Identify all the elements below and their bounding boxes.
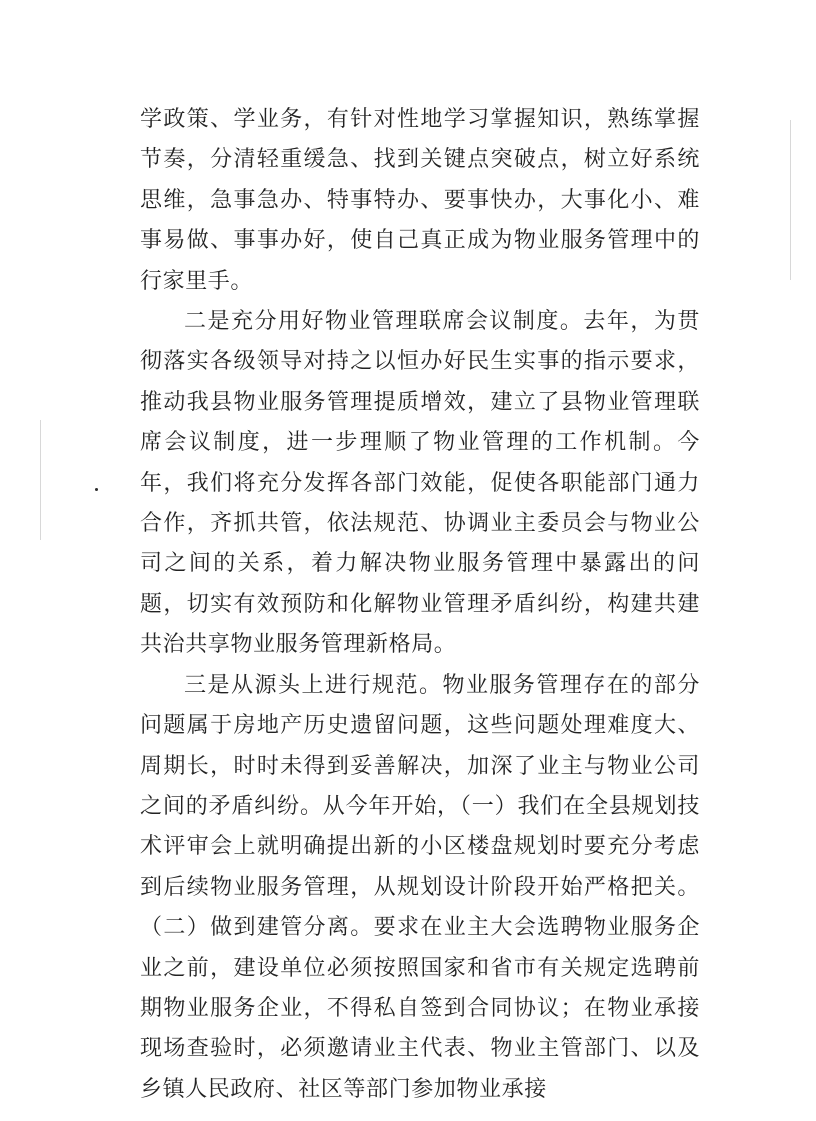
scan-edge-line (790, 120, 791, 280)
scan-edge-line (40, 420, 41, 540)
document-body (140, 100, 700, 1110)
paragraph-point-two: 二是充分用好物业管理联席会议制度。去年，为贯彻落实各级领导对持之以恒办好民生实事的指示要求，推动我县物业服务管理提质增效，建立了县物业管理联席会议制度，进一步理顺了物业管理的工作机制。今年，我们将充分发挥各部门效能，促使各职能部门通力合作，齐抓共管，依法规范、协调业主委员会与物业公司之间的关系，着力解决物业服务管理中暴露出的问题，切实有效预防和化解物业管理矛盾纠纷，构建共建共治共享物业服务管理新格局。 (140, 309, 700, 658)
paragraph-continuation: 学政策、学业务，有针对性地学习掌握知识，熟练掌握节奏，分清轻重缓急、找到关键点突破点，树立好系统思维，急事急办、特事特办、要事快办，大事化小、难事易做、事事办好，使自己真正成为物业服务管理中的行家里手。 (140, 107, 700, 294)
scan-speck (95, 488, 98, 491)
paragraph-point-three: 三是从源头上进行规范。物业服务管理存在的部分问题属于房地产历史遗留问题，这些问题处理难度大、周期长，时时未得到妥善解决，加深了业主与物业公司之间的矛盾纠纷。从今年开始，（一）我们在全县规划技术评审会上就明确提出新的小区楼盘规划时要充分考虑到后续物业服务管理，从规划设计阶段开始严格把关。（二）做到建管分离。要求在业主大会选聘物业服务企业之前，建设单位必须按照国家和省市有关规定选聘前期物业服务企业，不得私自签到合同协议；在物业承接现场查验时，必须邀请业主代表、物业主管部门、以及乡镇人民政府、社区等部门参加物业承接 (140, 672, 700, 1102)
